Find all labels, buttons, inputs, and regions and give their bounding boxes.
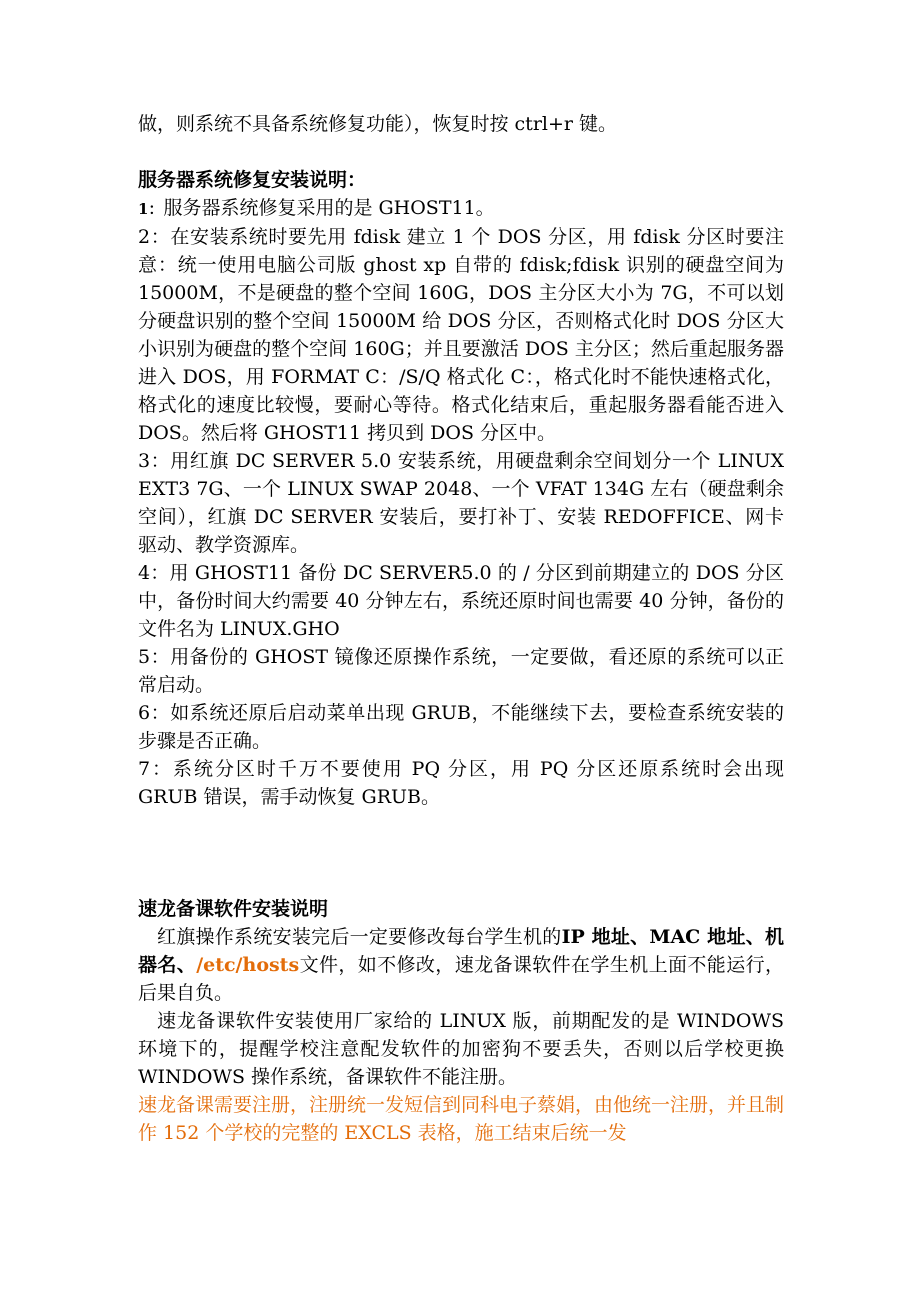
sulong-section-heading: 速龙备课软件安装说明 — [138, 898, 329, 920]
item-number: 4： — [138, 562, 170, 584]
server-item-5 — [138, 643, 784, 699]
item-number: 5： — [138, 646, 171, 668]
document-page — [138, 110, 784, 1147]
sulong-paragraph-1 — [138, 923, 784, 1007]
item-text: 用备份的 GHOST 镜像还原操作系统，一定要做，看还原的系统可以正常启动。 — [138, 646, 785, 696]
server-item-1 — [138, 194, 784, 223]
sulong-paragraph-2: 速龙备课软件安装使用厂家给的 LINUX 版，前期配发的是 WINDOWS 环境下的，提醒学校注意配发软件的加密狗不要丢失，否则以后学校更换 WINDOWS 操作系统，备课软件不能注册。 — [138, 1010, 784, 1088]
item-number: 6： — [138, 702, 171, 724]
server-item-7 — [138, 755, 784, 811]
item-number: 1： — [138, 200, 164, 218]
item-number: 7： — [138, 758, 174, 780]
item-text: 在安装系统时要先用 fdisk 建立 1 个 DOS 分区，用 fdisk 分区时要注意：统一使用电脑公司版 ghost xp 自带的 fdisk;fdisk 识别的硬盘空间为 15000M，不是硬盘的整个空间 160G，DOS 主分区大小为 7G，不可以划分硬盘识别的整个空间 15000M 给 DOS 分区，否则格式化时 DOS 分区大小识别为硬盘的整个空间 160G；并且要激活 DOS 主分区；然后重起服务器进入 DOS，用 FORMAT C：/S/Q 格式化 C：，格式化时不能快速格式化，格式化的速度比较慢，要耐心等待。格式化结束后，重起服务器看能否进入 DOS。然后将 GHOST11 拷贝到 DOS 分区中。 — [138, 226, 784, 444]
item-text: 服务器系统修复采用的是 GHOST11。 — [163, 197, 495, 219]
para1-post: 文件，如不修改，速龙备课软件在学生机上面不能运行，后果自负。 — [138, 954, 784, 1004]
item-text: 用 GHOST11 备份 DC SERVER5.0 的 / 分区到前期建立的 DOS 分区中，备份时间大约需要 40 分钟左右，系统还原时间也需要 40 分钟，备份的文件名为 LINUX.GHO — [138, 562, 784, 640]
server-item-2 — [138, 223, 784, 447]
server-item-3 — [138, 447, 784, 559]
para1-hosts-path: /etc/hosts — [196, 954, 300, 976]
sulong-paragraph-3: 速龙备课需要注册，注册统一发短信到同科电子蔡娟，由他统一注册，并且制作 152 个学校的完整的 EXCLS 表格，施工结束后统一发 — [138, 1094, 785, 1144]
intro-line: 做，则系统不具备系统修复功能），恢复时按 ctrl+r 键。 — [138, 113, 618, 135]
item-text: 用红旗 DC SERVER 5.0 安装系统，用硬盘剩余空间划分一个 LINUX EXT3 7G、一个 LINUX SWAP 2048、一个 VFAT 134G 左右（硬盘剩余空间），红旗 DC SERVER 安装后，要打补丁、安装 REDOFFICE、网卡驱动、教学资源库。 — [138, 450, 784, 556]
server-item-6 — [138, 699, 784, 755]
server-item-4 — [138, 559, 784, 643]
item-text: 系统分区时千万不要使用 PQ 分区，用 PQ 分区还原系统时会出现 GRUB 错误，需手动恢复 GRUB。 — [138, 758, 784, 808]
item-number: 3： — [138, 450, 171, 472]
para1-pre: 红旗操作系统安装完后一定要修改每台学生机的 — [157, 926, 562, 948]
spacer — [138, 138, 784, 166]
spacer — [138, 811, 784, 895]
item-number: 2： — [138, 226, 171, 248]
server-section-heading: 服务器系统修复安装说明： — [138, 169, 367, 191]
item-text: 如系统还原后启动菜单出现 GRUB，不能继续下去，要检查系统安装的步骤是否正确。 — [138, 702, 785, 752]
para1-bold: IP 地址、MAC 地址、机器名、 — [138, 926, 784, 976]
